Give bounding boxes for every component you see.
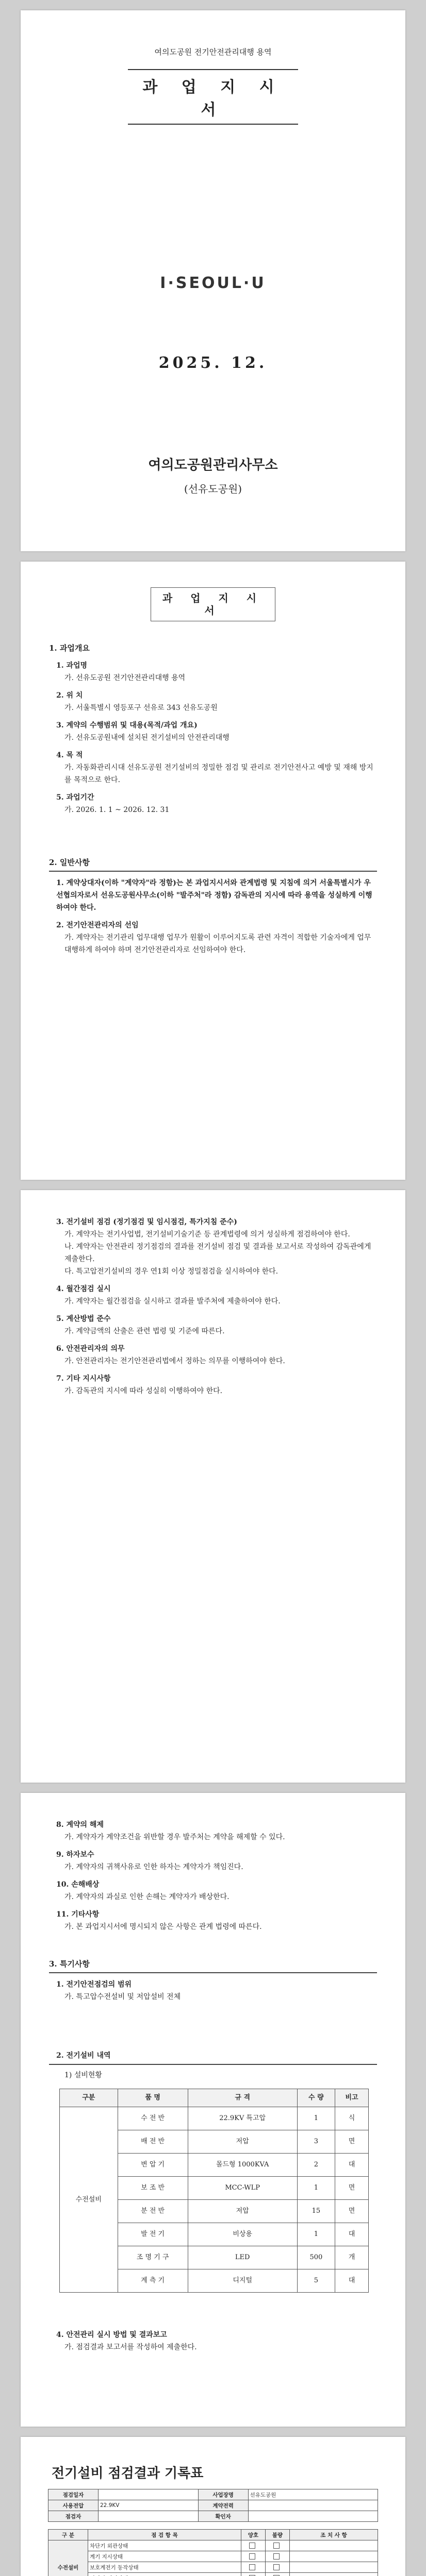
subsection-heading: 2. 전기설비 내역 — [56, 2052, 111, 2060]
paragraph: 가. 감독관의 지시에 따라 성실히 이행하여야 한다. — [64, 1387, 223, 1395]
subsection-heading: 4. 목 적 — [56, 751, 83, 759]
table-header-cell: 수 량 — [297, 2089, 335, 2107]
cover-date: 2025. 12. — [158, 354, 268, 372]
form-title: 전기설비 점검결과 기록표 — [52, 2466, 204, 2481]
form-check-table — [48, 2529, 378, 2576]
table-cell: 수 전 반 — [118, 2107, 188, 2130]
table-cell: 식 — [335, 2107, 369, 2130]
table-cell: 15 — [297, 2200, 335, 2223]
table-cell: 저압 — [188, 2200, 297, 2223]
subsection-heading: 7. 기타 지시사항 — [56, 1375, 111, 1383]
divider — [49, 871, 377, 872]
table-cell: 배 전 반 — [118, 2130, 188, 2154]
table-caption: 1) 설비현황 — [64, 2071, 102, 2079]
form-value[interactable] — [248, 2500, 378, 2511]
subsection-heading: 1. 전기안전점검의 범위 — [56, 1980, 132, 1989]
cover-org: 여의도공원관리사무소 — [148, 457, 278, 473]
form-row — [48, 2540, 378, 2551]
form-header-cell: 점 검 항 목 — [88, 2530, 241, 2540]
form-label: 사용전압 — [48, 2500, 99, 2511]
checkbox-icon[interactable] — [249, 2543, 255, 2549]
cover-title: 과 업 지 시 서 — [128, 69, 298, 125]
paragraph: 1. 계약상대자(이하 "계약자"라 정함)는 본 과업지시서와 관계법령 및 지침에 의거 서울특별시가 우선협의자로서 선유도공원사무소(이하 "발주처"라 정함) 감독관의 지시에 따라 용역을 성실하게 이행하여야 한다. — [56, 879, 372, 912]
paragraph: 가. 계약자는 월간점검을 실시하고 결과를 발주처에 제출하여야 한다. — [64, 1297, 281, 1306]
form-header-row — [48, 2530, 378, 2540]
table-cell: 5 — [297, 2269, 335, 2293]
form-header-cell: 양호 — [241, 2530, 265, 2540]
table-cell: 비상용 — [188, 2223, 297, 2246]
table-cell: 계 측 기 — [118, 2269, 188, 2293]
equipment-table — [59, 2089, 369, 2293]
form-checkbox-cell[interactable] — [241, 2562, 265, 2573]
form-item: 차단기 외관상태 — [88, 2540, 241, 2551]
subsection-heading: 5. 과업기간 — [56, 793, 94, 802]
checkbox-icon[interactable] — [249, 2553, 255, 2560]
table-cell: 3 — [297, 2130, 335, 2154]
paragraph: 가. 계약자의 귀책사유로 인한 하자는 계약자가 책임진다. — [64, 1863, 243, 1871]
table-header-cell: 규 격 — [188, 2089, 297, 2107]
page-4 — [21, 1793, 405, 2427]
subsection-heading: 3. 계약의 수행범위 및 대용(목적/과업 개요) — [56, 721, 198, 730]
seoul-logo: I·SEOUL·U — [160, 274, 266, 292]
form-label: 사업장명 — [198, 2489, 248, 2500]
form-row — [48, 2511, 378, 2522]
table-cell: MCC-WLP — [188, 2177, 297, 2200]
paragraph: 가. 본 과업지시서에 명시되지 않은 사항은 관계 법령에 따른다. — [64, 1923, 262, 1931]
form-checkbox-cell[interactable] — [241, 2551, 265, 2562]
table-header-cell: 구분 — [60, 2089, 118, 2107]
paragraph: 가. 선유도공원내에 설치된 전기설비의 안전관리대행 — [64, 734, 230, 742]
form-label: 점검일자 — [48, 2489, 99, 2500]
subsection-heading: 4. 월간점검 실시 — [56, 1285, 111, 1293]
paragraph: 가. 계약자는 전기관리 업무대행 업무가 원활이 이루어지도록 관련 자격이 적합한 기술자에게 업무대행하게 하여야 하며 전기안전관리자로 선임하여야 한다. — [64, 934, 371, 954]
paragraph: 나. 계약자는 안전관리 정기점검의 결과를 전기설비 점검 및 결과를 보고서로 작성하여 감독관에게 제출한다. — [64, 1243, 371, 1263]
cover-page — [21, 10, 405, 551]
paragraph: 다. 특고압전기설비의 경우 연1회 이상 정밀점검을 실시하여야 한다. — [64, 1267, 278, 1276]
paragraph: 가. 계약자는 전기사업법, 전기설비기술기준 등 관계법령에 의거 성실하게 점검하여야 한다. — [64, 1230, 350, 1239]
form-checkbox-cell[interactable] — [241, 2540, 265, 2551]
cover-org-sub: (선유도공원) — [184, 483, 242, 495]
subsection-heading: 5. 계산방법 준수 — [56, 1315, 111, 1323]
form-item — [88, 2573, 241, 2576]
paragraph: 가. 선유도공원 전기안전관리대행 용역 — [64, 674, 186, 682]
form-action-field[interactable] — [289, 2551, 378, 2562]
form-value[interactable] — [99, 2489, 199, 2500]
table-cell: 발 전 기 — [118, 2223, 188, 2246]
table-cell: 2 — [297, 2154, 335, 2177]
form-label: 계약전력 — [198, 2500, 248, 2511]
page-3 — [21, 1190, 405, 1783]
section-heading: 3. 특기사항 — [49, 1959, 90, 1969]
table-cell: 디지털 — [188, 2269, 297, 2293]
form-row — [48, 2573, 378, 2576]
form-section-name: 수전설비 — [48, 2540, 88, 2576]
paragraph: 가. 계약금액의 산출은 관련 법령 및 기준에 따른다. — [64, 1327, 225, 1335]
form-header-cell: 불량 — [265, 2530, 289, 2540]
table-cell: 조 명 기 구 — [118, 2246, 188, 2269]
form-row — [48, 2500, 378, 2511]
checkbox-icon[interactable] — [249, 2564, 255, 2570]
divider — [49, 2064, 377, 2065]
checkbox-icon[interactable] — [273, 2553, 280, 2560]
subsection-heading: 10. 손해배상 — [56, 1880, 100, 1889]
form-label: 확인자 — [198, 2511, 248, 2522]
table-cell: 면 — [335, 2200, 369, 2223]
form-header-cell: 조 치 사 항 — [289, 2530, 378, 2540]
table-cell: 대 — [335, 2154, 369, 2177]
paragraph: 가. 안전관리자는 전기안전관리법에서 정하는 의무를 이행하여야 한다. — [64, 1357, 285, 1365]
table-header-cell: 비고 — [335, 2089, 369, 2107]
table-cell: 면 — [335, 2130, 369, 2154]
form-checkbox-cell[interactable] — [241, 2573, 265, 2576]
form-value[interactable]: 22.9KV — [99, 2500, 199, 2511]
subsection-heading: 2. 위 치 — [56, 691, 83, 700]
form-info-table — [48, 2489, 378, 2522]
form-label: 점검자 — [48, 2511, 99, 2522]
table-row — [60, 2107, 369, 2130]
section-heading: 1. 과업개요 — [49, 643, 90, 653]
table-cell: 보 조 반 — [118, 2177, 188, 2200]
form-action-field[interactable] — [289, 2573, 378, 2576]
subsection-heading: 3. 전기설비 점검 (정기점검 및 임시점검, 특가지침 준수) — [56, 1218, 237, 1226]
table-cell: 대 — [335, 2269, 369, 2293]
paragraph: 가. 자동화관리시대 선유도공원 전기설비의 정밀한 점검 및 관리로 전기안전사고 예방 및 재해 방지를 목적으로 한다. — [64, 764, 373, 784]
form-value[interactable]: 선유도공원 — [248, 2489, 378, 2500]
subsection-heading: 1. 과업명 — [56, 662, 88, 670]
table-cell: 500 — [297, 2246, 335, 2269]
table-header-cell: 품 명 — [118, 2089, 188, 2107]
form-checkbox-cell[interactable] — [265, 2551, 289, 2562]
table-cell: 면 — [335, 2177, 369, 2200]
form-action-field[interactable] — [289, 2540, 378, 2551]
form-value[interactable] — [99, 2511, 199, 2522]
cover-org-line: 여의도공원 전기안전관리대행 용역 — [154, 47, 272, 57]
subsection-heading: 2. 전기안전관리자의 선임 — [56, 921, 139, 929]
subsection-heading: 9. 하자보수 — [56, 1851, 94, 1859]
paragraph: 가. 서울특별시 영등포구 선유로 343 선유도공원 — [64, 704, 218, 712]
form-value[interactable] — [248, 2511, 378, 2522]
table-cell: 변 압 기 — [118, 2154, 188, 2177]
paragraph: 가. 점검결과 보고서를 작성하여 제출한다. — [64, 2343, 197, 2351]
form-row — [48, 2489, 378, 2500]
paragraph: 가. 특고압수전설비 및 저압설비 전체 — [64, 1993, 181, 2001]
paragraph: 가. 계약자가 계약조건을 위반할 경우 발주처는 계약을 해제할 수 있다. — [64, 1833, 285, 1841]
form-row — [48, 2562, 378, 2573]
form-action-field[interactable] — [289, 2562, 378, 2573]
page-5 — [21, 2437, 405, 2576]
table-cell: 분 전 반 — [118, 2200, 188, 2223]
table-cell: LED — [188, 2246, 297, 2269]
table-cell: 1 — [297, 2177, 335, 2200]
table-cell: 대 — [335, 2223, 369, 2246]
form-checkbox-cell[interactable] — [265, 2540, 289, 2551]
form-checkbox-cell[interactable] — [265, 2562, 289, 2573]
form-checkbox-cell[interactable] — [265, 2573, 289, 2576]
table-cell: 1 — [297, 2223, 335, 2246]
checkbox-icon[interactable] — [273, 2543, 280, 2549]
table-cell: 몰드형 1000KVA — [188, 2154, 297, 2177]
form-item: 계기 지시상태 — [88, 2551, 241, 2562]
form-row — [48, 2551, 378, 2562]
table-cell: 1 — [297, 2107, 335, 2130]
subsection-heading: 8. 계약의 해제 — [56, 1821, 104, 1829]
doc-title: 과 업 지 시 서 — [151, 587, 275, 621]
checkbox-icon[interactable] — [273, 2564, 280, 2570]
table-cell: 개 — [335, 2246, 369, 2269]
subsection-heading: 4. 안전관리 실시 방법 및 결과보고 — [56, 2331, 167, 2339]
paragraph: 가. 2026. 1. 1 ~ 2026. 12. 31 — [64, 806, 170, 814]
table-cell: 수전설비 — [60, 2107, 118, 2293]
subsection-heading: 11. 기타사항 — [56, 1910, 100, 1919]
section-heading: 2. 일반사항 — [49, 858, 90, 867]
form-item: 보호계전기 동작상태 — [88, 2562, 241, 2573]
table-cell: 22.9KV 특고압 — [188, 2107, 297, 2130]
subsection-heading: 6. 안전관리자의 의무 — [56, 1345, 125, 1353]
paragraph: 가. 계약자의 과실로 인한 손해는 계약자가 배상한다. — [64, 1893, 230, 1901]
divider — [49, 1972, 377, 1973]
form-header-cell: 구 분 — [48, 2530, 88, 2540]
table-cell: 저압 — [188, 2130, 297, 2154]
page-2 — [21, 562, 405, 1180]
